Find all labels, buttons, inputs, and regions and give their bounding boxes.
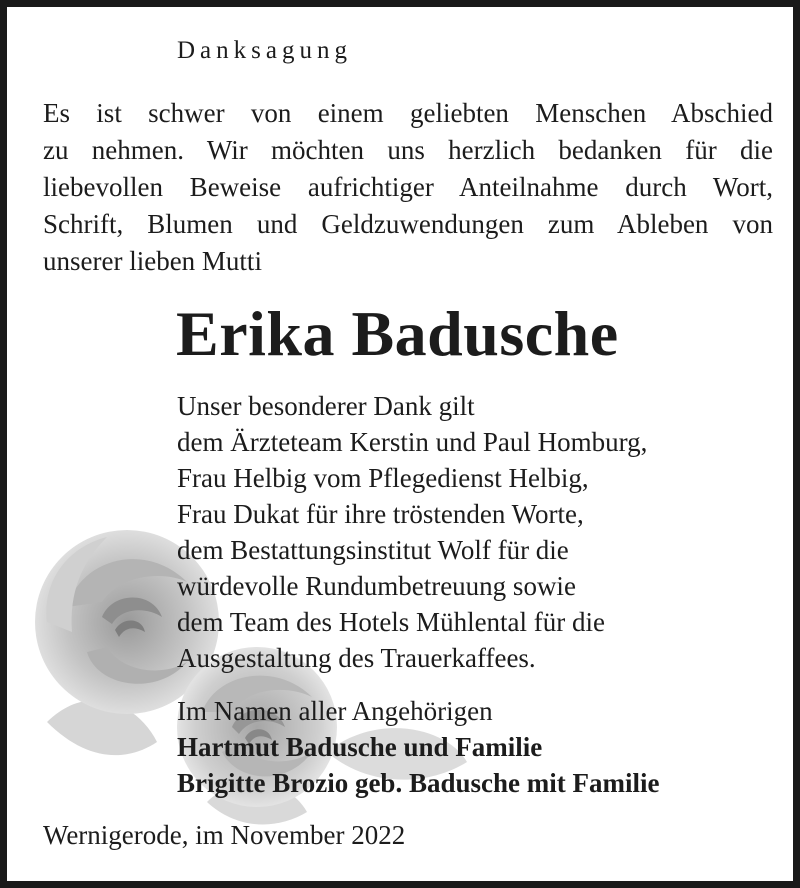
thanks-line: Ausgestaltung des Trauerkaffees.: [177, 643, 536, 673]
family-name-2: Brigitte Brozio geb. Badusche mit Familie: [177, 768, 660, 798]
intro-line: zu nehmen. Wir möchten uns herzlich bedanken für die: [43, 135, 773, 165]
thanks-paragraph: [177, 388, 647, 676]
signoff: [177, 693, 659, 801]
intro-line: Schrift, Blumen und Geldzuwendungen zum Ableben von: [43, 209, 773, 239]
thanks-line: Unser besonderer Dank gilt: [177, 391, 475, 421]
signoff-intro: Im Namen aller Angehörigen: [177, 696, 493, 726]
thanks-line: würdevolle Rundumbetreuung sowie: [177, 571, 576, 601]
thanks-line: Frau Helbig vom Pflegedienst Helbig,: [177, 463, 589, 493]
notice-heading: Danksagung: [177, 37, 352, 64]
family-name-1: Hartmut Badusche und Familie: [177, 732, 543, 762]
deceased-name: Erika Badusche: [176, 298, 619, 369]
thanks-line: dem Ärzteteam Kerstin und Paul Homburg,: [177, 427, 648, 457]
thanks-line: dem Team des Hotels Mühlental für die: [177, 607, 606, 637]
thanks-line: dem Bestattungsinstitut Wolf für die: [177, 535, 569, 565]
intro-paragraph: [43, 95, 773, 280]
intro-line: unserer lieben Mutti: [43, 246, 262, 276]
intro-line: liebevollen Beweise aufrichtiger Anteilnahme durch Wort,: [43, 172, 773, 202]
thanks-line: Frau Dukat für ihre tröstenden Worte,: [177, 499, 584, 529]
place-date: Wernigerode, im November 2022: [43, 820, 406, 850]
intro-line: Es ist schwer von einem geliebten Menschen Abschied: [43, 98, 773, 128]
